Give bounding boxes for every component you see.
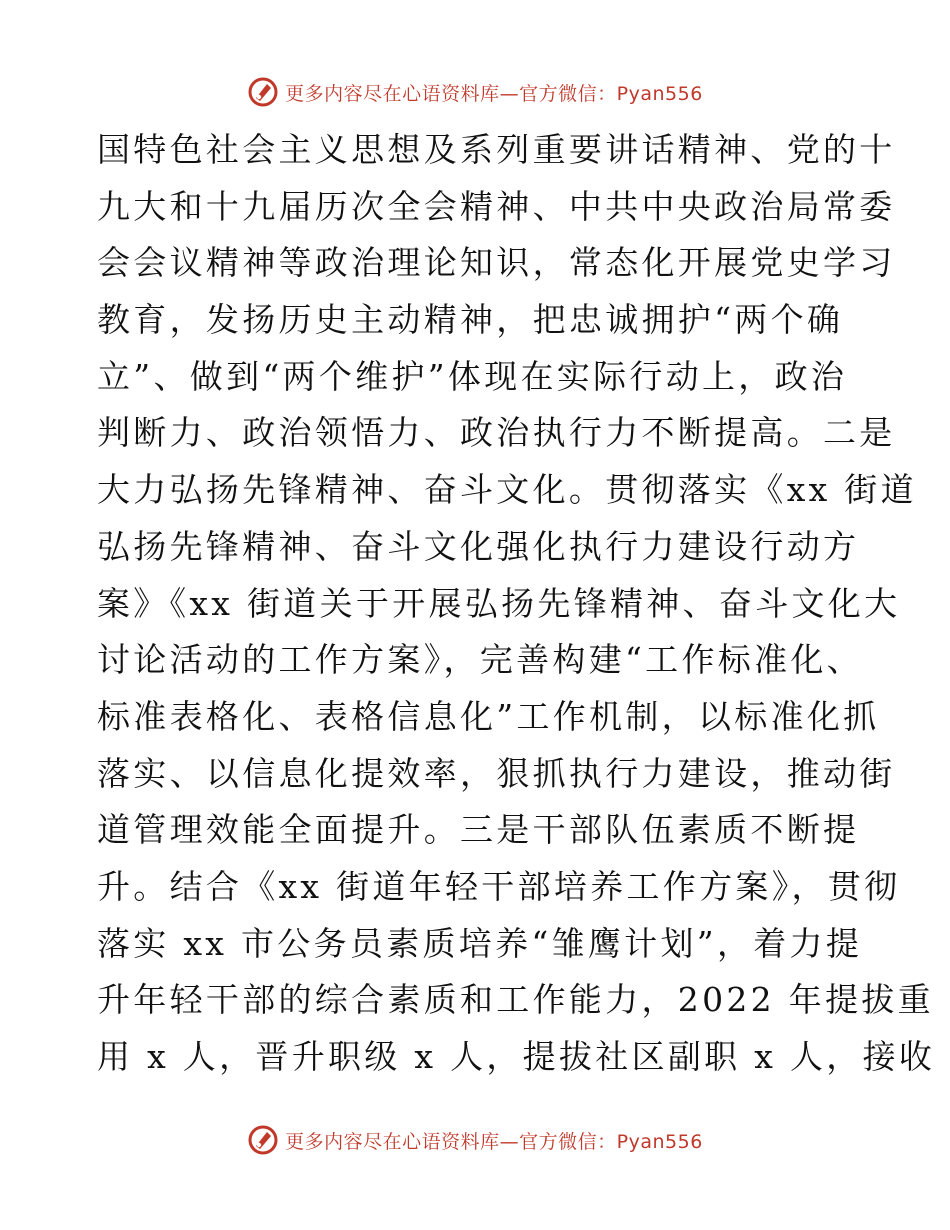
text-line: 案》《xx 街道关于开展弘扬先锋精神、奋斗文化大 (97, 583, 901, 623)
text-line: 判断力、政治领悟力、政治执行力不断提高。二是 (97, 413, 896, 453)
text-line: 落实 xx 市公务员素质培养“雏鹰计划”，着力提 (97, 923, 863, 963)
text-line: 教育，发扬历史主动精神，把忠诚拥护“两个确 (97, 300, 844, 340)
text-line: 会会议精神等政治理论知识，常态化开展党史学习 (97, 243, 896, 283)
text-line: 国特色社会主义思想及系列重要讲话精神、党的十 (97, 130, 896, 169)
text-line: 落实、以信息化提效率，狠抓执行力建设，推动街 (97, 753, 896, 793)
text-line: 大力弘扬先锋精神、奋斗文化。贯彻落实《xx 街道 (97, 470, 917, 510)
footer-text: 更多内容尽在心语资料库—官方微信：Pyan556 (285, 1130, 703, 1153)
text-line: 立”、做到“两个维护”体现在实际行动上，政治 (97, 356, 848, 396)
header-banner (0, 72, 950, 112)
text-line: 标准表格化、表格信息化”工作机制，以标准化抓 (97, 696, 880, 736)
header-text: 更多内容尽在心语资料库—官方微信：Pyan556 (285, 82, 703, 105)
text-line: 弘扬先锋精神、奋斗文化强化执行力建设行动方 (97, 526, 860, 566)
text-line: 升。结合《xx 街道年轻干部培养工作方案》，贯彻 (97, 866, 901, 906)
text-line: 九大和十九届历次全会精神、中共中央政治局常委 (97, 186, 896, 226)
text-line: 升年轻干部的综合素质和工作能力，2022 年提拔重 (97, 980, 934, 1020)
text-line: 讨论活动的工作方案》，完善构建“工作标准化、 (97, 640, 863, 680)
logo-icon (247, 76, 279, 108)
text-line: 用 x 人，晋升职级 x 人，提拔社区副职 x 人，接收 (97, 1037, 936, 1076)
text-line: 道管理效能全面提升。三是干部队伍素质不断提 (97, 810, 860, 850)
logo-icon (247, 1124, 279, 1156)
document-body (97, 122, 936, 1086)
footer-banner (0, 1120, 950, 1160)
